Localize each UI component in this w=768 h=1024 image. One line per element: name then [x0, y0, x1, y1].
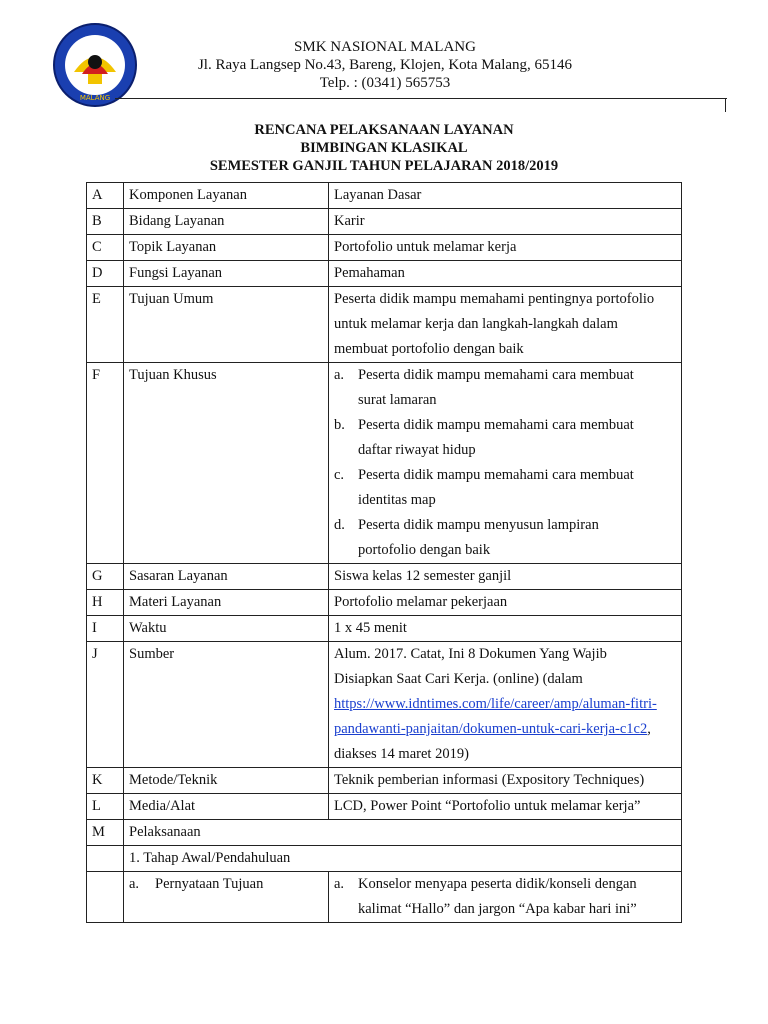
- list-text: daftar riwayat hidup: [358, 442, 476, 458]
- row-value: [329, 642, 682, 768]
- row-label: Topik Layanan: [124, 235, 329, 261]
- letterhead: [150, 38, 620, 92]
- row-value: Portofolio melamar pekerjaan: [329, 590, 682, 616]
- value-line: Peserta didik mampu memahami pentingnya portofolio: [334, 291, 655, 307]
- list-item: [334, 513, 676, 563]
- row-label: Waktu: [124, 616, 329, 642]
- table-row: [87, 872, 682, 923]
- svg-text:MALANG: MALANG: [79, 94, 111, 102]
- table-row: [87, 564, 682, 590]
- row-letter: I: [87, 616, 124, 642]
- title-line-1: RENCANA PELAKSANAAN LAYANAN: [254, 122, 514, 138]
- row-letter: B: [87, 209, 124, 235]
- list-text: portofolio dengan baik: [358, 542, 491, 558]
- row-label: Pelaksanaan: [124, 820, 682, 846]
- table-row: [87, 820, 682, 846]
- list-item: [334, 413, 676, 463]
- school-address: Jl. Raya Langsep No.43, Bareng, Klojen, Kota Malang, 65146: [197, 57, 573, 73]
- row-letter: [87, 872, 124, 923]
- header-rule-end: [725, 98, 726, 112]
- table-row: [87, 642, 682, 768]
- row-letter: K: [87, 768, 124, 794]
- table-row: [87, 363, 682, 564]
- table-row: [87, 846, 682, 872]
- sub-stage-marker: a.: [129, 876, 140, 892]
- row-label: Fungsi Layanan: [124, 261, 329, 287]
- header-rule: [115, 98, 727, 99]
- list-marker: a.: [334, 367, 345, 383]
- value-line: Disiapkan Saat Cari Kerja. (online) (dalam: [334, 671, 583, 687]
- list-marker: c.: [334, 467, 345, 483]
- list-marker: a.: [334, 876, 345, 892]
- row-value: [329, 287, 682, 363]
- plan-table: [86, 182, 682, 923]
- link-comma: ,: [647, 721, 651, 737]
- table-row: [87, 590, 682, 616]
- row-value: Karir: [329, 209, 682, 235]
- row-label: Media/Alat: [124, 794, 329, 820]
- source-link[interactable]: https://www.idntimes.com/life/career/amp/aluman-fitri-: [334, 696, 657, 712]
- row-label: Komponen Layanan: [124, 183, 329, 209]
- list-marker: b.: [334, 417, 345, 433]
- sub-stage-text: Pernyataan Tujuan: [155, 876, 264, 892]
- list-text: Konselor menyapa peserta didik/konseli dengan: [358, 876, 637, 892]
- value-line: untuk melamar kerja dan langkah-langkah dalam: [334, 316, 618, 332]
- table-row: [87, 183, 682, 209]
- list-text: kalimat “Hallo” dan jargon “Apa kabar hari ini”: [358, 901, 637, 917]
- row-letter: G: [87, 564, 124, 590]
- document-title: [80, 121, 688, 175]
- row-label: Sumber: [124, 642, 329, 768]
- row-value: Pemahaman: [329, 261, 682, 287]
- list-item: [334, 463, 676, 513]
- row-value: Siswa kelas 12 semester ganjil: [329, 564, 682, 590]
- title-line-3: SEMESTER GANJIL TAHUN PELAJARAN 2018/2019: [209, 158, 559, 174]
- source-link[interactable]: pandawanti-panjaitan/dokumen-untuk-cari-kerja-c1c2: [334, 721, 648, 737]
- list-text: Peserta didik mampu menyusun lampiran: [358, 517, 599, 533]
- row-letter: L: [87, 794, 124, 820]
- row-letter: F: [87, 363, 124, 564]
- stage-label: 1. Tahap Awal/Pendahuluan: [124, 846, 682, 872]
- row-label: Metode/Teknik: [124, 768, 329, 794]
- row-label: Bidang Layanan: [124, 209, 329, 235]
- row-value: Teknik pemberian informasi (Expository Techniques): [329, 768, 682, 794]
- school-name: SMK NASIONAL MALANG: [294, 39, 476, 55]
- title-line-2: BIMBINGAN KLASIKAL: [300, 140, 468, 156]
- row-label: Tujuan Khusus: [124, 363, 329, 564]
- row-value: [329, 872, 682, 923]
- list-text: Peserta didik mampu memahami cara membuat: [358, 417, 634, 433]
- row-value: Layanan Dasar: [329, 183, 682, 209]
- table-row: [87, 794, 682, 820]
- table-row: [87, 768, 682, 794]
- value-line: membuat portofolio dengan baik: [334, 341, 524, 357]
- row-letter: [87, 846, 124, 872]
- value-line: Alum. 2017. Catat, Ini 8 Dokumen Yang Wajib: [334, 646, 607, 662]
- list-item: [334, 363, 676, 413]
- row-letter: A: [87, 183, 124, 209]
- table-row: [87, 261, 682, 287]
- row-label: Sasaran Layanan: [124, 564, 329, 590]
- row-value: 1 x 45 menit: [329, 616, 682, 642]
- sub-stage-label: [124, 872, 329, 923]
- row-value: [329, 363, 682, 564]
- row-label: Materi Layanan: [124, 590, 329, 616]
- school-logo: [52, 22, 138, 108]
- list-text: surat lamaran: [358, 392, 437, 408]
- list-marker: d.: [334, 517, 345, 533]
- row-letter: J: [87, 642, 124, 768]
- row-value: LCD, Power Point “Portofolio untuk melamar kerja”: [329, 794, 682, 820]
- row-letter: H: [87, 590, 124, 616]
- list-text: Peserta didik mampu memahami cara membuat: [358, 367, 634, 383]
- row-letter: C: [87, 235, 124, 261]
- list-text: identitas map: [358, 492, 436, 508]
- row-label: Tujuan Umum: [124, 287, 329, 363]
- list-item: [334, 872, 676, 922]
- school-phone: Telp. : (0341) 565753: [319, 75, 451, 91]
- list-text: Peserta didik mampu memahami cara membuat: [358, 467, 634, 483]
- row-letter: M: [87, 820, 124, 846]
- table-row: [87, 616, 682, 642]
- row-letter: E: [87, 287, 124, 363]
- value-line: diakses 14 maret 2019): [334, 746, 469, 762]
- row-letter: D: [87, 261, 124, 287]
- table-row: [87, 287, 682, 363]
- table-row: [87, 209, 682, 235]
- row-value: Portofolio untuk melamar kerja: [329, 235, 682, 261]
- table-row: [87, 235, 682, 261]
